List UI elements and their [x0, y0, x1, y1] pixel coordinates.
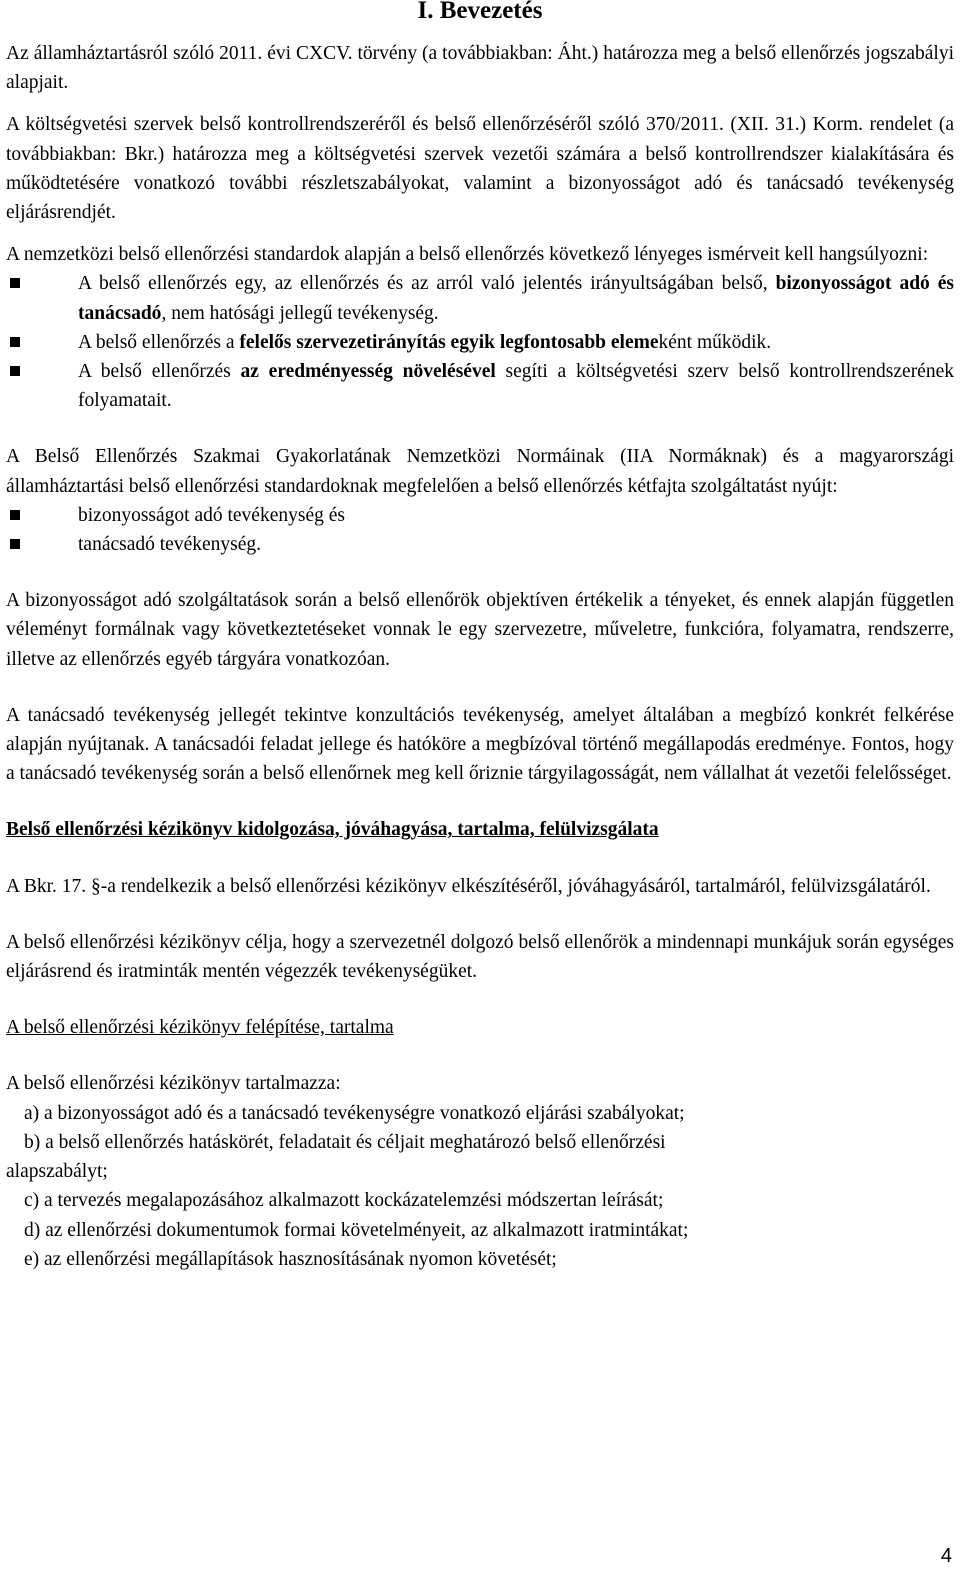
list-item: bizonyosságot adó tevékenység és: [6, 501, 954, 530]
contents-intro: A belső ellenőrzési kézikönyv tartalmazza:: [6, 1073, 341, 1095]
page-number: 4: [940, 1545, 952, 1567]
handbook-purpose-paragraph: A belső ellenőrzési kézikönyv célja, hogy a szervezetnél dolgozó belső ellenőrök a mindennapi munkájuk során egységes eljárásrend és iratminták mentén végezzék tevékenységüket.: [6, 931, 954, 983]
square-bullet-icon: [10, 278, 20, 288]
contents-item-e: e) az ellenőrzési megállapítások hasznosításának nyomon követését;: [24, 1248, 557, 1270]
contents-item-b: b) a belső ellenőrzés hatáskörét, feladatait és céljait meghatározó belső ellenőrzési: [24, 1131, 666, 1153]
list-item: A belső ellenőrzés a felelős szervezetirányítás egyik legfontosabb elemeként működik.: [6, 328, 954, 357]
assurance-paragraph: A bizonyosságot adó szolgáltatások során a belső ellenőrök objektíven értékelik a tényeket, és ennek alapján független véleményt formálnak vagy következtetéseket vonnak le egy szervezetre, műveletre, funkcióra, folyamatra, rendszerre, illetve az ellenőrzés egyéb tárgyára vonatkozóan.: [6, 590, 954, 670]
square-bullet-icon: [10, 366, 20, 376]
section-heading: A belső ellenőrzési kézikönyv felépítése, tartalma: [6, 1017, 394, 1039]
contents-item-b-cont: alapszabályt;: [6, 1161, 108, 1183]
standards-paragraph: A nemzetközi belső ellenőrzési standardok alapján a belső ellenőrzés következő lényeges ismérveit kell hangsúlyozni:: [6, 244, 929, 266]
square-bullet-icon: [10, 539, 20, 549]
services-paragraph: A Belső Ellenőrzés Szakmai Gyakorlatának Nemzetközi Normáinak (IIA Normáknak) és a magyarországi államháztartási belső ellenőrzési standardoknak megfelelően a belső ellenőrzés kétfajta szolgáltatást nyújt:: [6, 446, 954, 497]
list-item: A belső ellenőrzés egy, az ellenőrzés és az arról való jelentés irányultságában belső, bizonyosságot adó és tanácsadó, nem hatósági jellegű tevékenység.: [6, 269, 954, 327]
page-title: I. Bevezetés: [417, 0, 543, 24]
bkr-paragraph: A Bkr. 17. §-a rendelkezik a belső ellenőrzési kézikönyv elkészítéséről, jóváhagyásáról, tartalmáról, felülvizsgálatáról.: [6, 875, 931, 897]
criteria-list: [6, 269, 954, 415]
list-item: tanácsadó tevékenység.: [6, 530, 954, 559]
services-list: [6, 501, 954, 559]
document-page: [6, 0, 954, 1274]
square-bullet-icon: [10, 337, 20, 347]
list-item: A belső ellenőrzés az eredményesség növelésével segíti a költségvetési szerv belső kontrollrendszerének folyamatait.: [6, 357, 954, 415]
square-bullet-icon: [10, 510, 20, 520]
contents-item-a: a) a bizonyosságot adó és a tanácsadó tevékenységre vonatkozó eljárási szabályokat;: [24, 1102, 685, 1124]
section-heading: Belső ellenőrzési kézikönyv kidolgozása, jóváhagyása, tartalma, felülvizsgálata: [6, 819, 659, 841]
intro-paragraph-2: A költségvetési szervek belső kontrollrendszeréről és belső ellenőrzéséről szóló 370/2011. (XII. 31.) Korm. rendelet (a továbbiakban: Bkr.) határozza meg a költségvetési szervek vezetői számára a belső kontrollrendszer kialakítására és működtetésére vonatkozó további részletszabályokat, valamint a bizonyosságot adó és tanácsadó tevékenység eljárásrendjét.: [6, 114, 954, 224]
contents-item-c: c) a tervezés megalapozásához alkalmazott kockázatelemzési módszertan leírását;: [24, 1190, 664, 1212]
contents-item-d: d) az ellenőrzési dokumentumok formai követelményeit, az alkalmazott iratmintákat;: [24, 1219, 689, 1241]
intro-paragraph-1: Az államháztartásról szóló 2011. évi CXCV. törvény (a továbbiakban: Áht.) határozza meg a belső ellenőrzés jogszabályi alapjait.: [6, 43, 954, 94]
consulting-paragraph: A tanácsadó tevékenység jellegét tekintve konzultációs tevékenység, amelyet általában a megbízó konkrét felkérése alapján nyújtanak. A tanácsadói feladat jellege és hatóköre a megbízóval történő megállapodás eredménye. Fontos, hogy a tanácsadó tevékenység során a belső ellenőrnek meg kell őriznie tárgyilagosságát, nem vállalhat át vezetői felelősséget.: [6, 704, 954, 785]
